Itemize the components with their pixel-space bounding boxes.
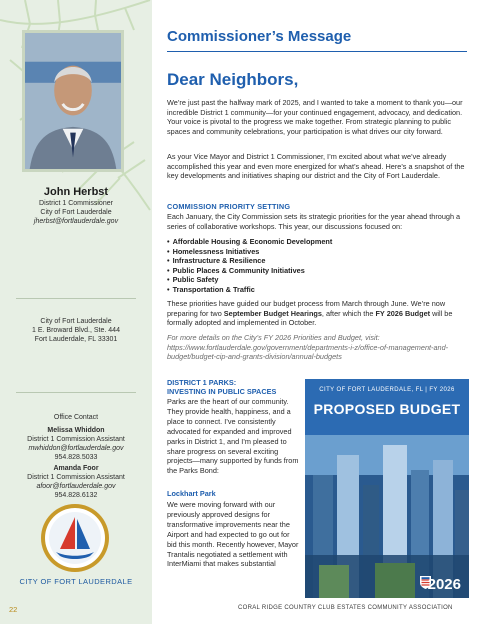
contact-role: District 1 Commission Assistant — [27, 474, 125, 481]
contact-email[interactable]: mwhiddon@fortlauderdale.gov — [28, 445, 124, 452]
list-item: • Transportation & Traffic — [167, 285, 467, 295]
city-name-wordmark: CITY OF FORT LAUDERDALE — [19, 577, 133, 586]
commissioner-photo — [22, 30, 124, 172]
list-item: • Affordable Housing & Economic Development — [167, 237, 467, 247]
contact-phone: 954.828.5033 — [54, 454, 98, 461]
section-title: Commissioner’s Message — [167, 28, 352, 45]
list-item: • Public Places & Community Initiatives — [167, 266, 467, 276]
contact-email[interactable]: afoor@fortlauderdale.gov — [36, 483, 116, 490]
priority-heading: COMMISSION PRIORITY SETTING — [167, 202, 291, 211]
parks-paragraph: Parks are the heart of our community. They provide health, happiness, and a place to connect. I’ve consistently advocated for expanded and improved parks in District 1, and I’m pleased to share progress on several exciting projects—many supported by funds from the Parks Bond: — [167, 397, 299, 476]
paragraph-intro: We’re just past the halfway mark of 2025, and I wanted to take a moment to thank you—our incredible District 1 community—for your continued engagement, advocacy, and dedication. Your voice is pivotal to the progress we make together. From strategic planning to public spaces and community celebrations, your participation is what drives our city forward. — [167, 98, 463, 136]
greeting: Dear Neighbors, — [167, 70, 299, 89]
commissioner-name: John Herbst — [43, 186, 109, 198]
portrait-image — [25, 33, 121, 169]
contact-name: Amanda Foor — [53, 465, 99, 472]
paragraph-priorities: Each January, the City Commission sets its strategic priorities for the year ahead through a series of collaborative workshops. This year, our discussions focused on: — [167, 212, 461, 231]
budget-text: , after which the — [321, 308, 376, 318]
commissioner-title: District 1 Commissioner — [39, 200, 113, 207]
priority-list — [167, 237, 467, 295]
city-skyline-image — [305, 435, 469, 598]
commissioner-city: City of Fort Lauderdale — [40, 209, 112, 216]
budget-text: These priorities have guided our budget process from March through June. We’re now preparing for two — [167, 299, 446, 318]
divider — [16, 298, 136, 299]
sidebar — [0, 0, 152, 624]
parks-heading-line: INVESTING IN PUBLIC SPACES — [167, 387, 277, 397]
budget-text: will be formally adopted and implemented in October. — [167, 308, 453, 328]
lockhart-heading: Lockhart Park — [167, 489, 216, 498]
page-number: 22 — [9, 605, 18, 614]
lockhart-paragraph: We were moving forward with our previously approved designs for transformative improvements near the Airport and had expected to go out for bid this month. Recently however, Mayor Trantalis negotiated a settlement with InterMiami that makes substantial — [167, 500, 299, 569]
address-line: City of Fort Lauderdale — [40, 318, 112, 325]
title-rule — [167, 51, 467, 52]
contact-name: Melissa Whiddon — [47, 427, 105, 434]
divider — [16, 392, 136, 393]
paragraph-snapshot: As your Vice Mayor and District 1 Commissioner, I’m excited about what we’ve already accomplished this year and even more energized for what’s ahead. Here’s a snapshot of the key developments and initiatives shaping our district and the City of Fort Lauderdale. — [167, 152, 465, 181]
commissioner-email[interactable]: jherbst@fortlauderdale.gov — [33, 218, 119, 225]
paragraph-budget — [167, 299, 467, 328]
footer-association: CORAL RIDGE COUNTRY CLUB ESTATES COMMUNITY ASSOCIATION — [238, 605, 453, 611]
budget-cover-year: 2026 — [427, 576, 461, 593]
parks-heading — [167, 378, 299, 397]
proposed-budget-cover — [305, 379, 469, 598]
list-item: • Homelessness Initiatives — [167, 247, 467, 257]
address-line: Fort Lauderdale, FL 33301 — [34, 336, 118, 343]
budget-cover-title: PROPOSED BUDGET — [313, 401, 461, 417]
city-seal-logo — [40, 503, 110, 573]
list-item: • Public Safety — [167, 275, 467, 285]
budget-link-paragraph[interactable]: For more details on the City’s FY 2026 Priorities and Budget, visit: https://www.fortlauderdale.gov/government/departments-i-z/office-of-management-and-budget/budget-cip-and-grants-division/annual-budgets — [167, 333, 449, 362]
address-line: 1 E. Broward Blvd., Ste. 444 — [32, 327, 120, 334]
contact-phone: 954.828.6132 — [54, 492, 98, 499]
parks-heading-line: DISTRICT 1 PARKS: — [167, 378, 237, 387]
budget-cover-city: CITY OF FORT LAUDERDALE, FL | FY 2026 — [319, 387, 455, 393]
list-item: • Infrastructure & Resilience — [167, 256, 467, 266]
office-contact-label: Office Contact — [53, 414, 99, 421]
fy2026-budget: FY 2026 Budget — [375, 308, 431, 318]
contact-role: District 1 Commission Assistant — [27, 436, 125, 443]
budget-hearings: September Budget Hearings — [223, 308, 322, 318]
